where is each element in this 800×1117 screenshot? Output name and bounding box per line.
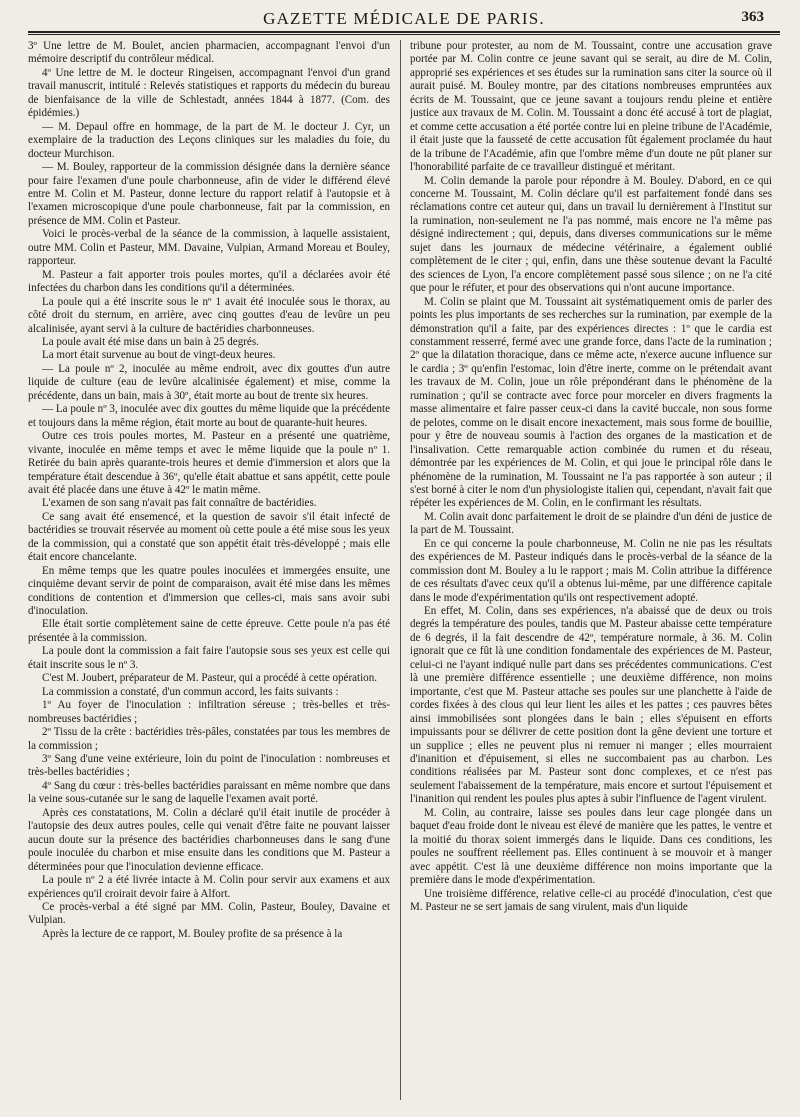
column-divider — [400, 40, 401, 1100]
paragraph: Ce procès-verbal a été signé par MM. Colin, Pasteur, Bouley, Davaine et Vulpian. — [28, 901, 390, 927]
paragraph: — M. Bouley, rapporteur de la commission désignée dans la dernière séance pour faire l'examen d'une poule charbonneuse, afin de vider le différend élevé entre M. Colin et M. Pasteur, donne lecture du rapport relatif à l'autopsie et à l'examen microscopique d'une poule charbonneuse, fait par la commission, en présence de MM. Colin et Pasteur. — [28, 161, 390, 227]
paragraph: M. Colin demande la parole pour répondre à M. Bouley. D'abord, en ce qui concerne M. Toussaint, M. Colin déclare qu'il est parfaitement fondé dans ses réclamations contre cet auteur qui, dans un travail lu dernièrement à l'Institut sur la rumination, non-seulement ne l'a pas nommé, mais encore ne l'a même pas désigné indirectement ; qui, depuis, dans diverses communications sur le même sujet dans les journaux de médecine vétérinaire, a également oublié complètement de le citer ; qui, enfin, dans une thèse soutenue devant la Faculté des sciences de Lyon, l'a encore complètement passé sous silence ; on ne l'a cité que pour le réfuter, et pour des observations qui n'ont aucune importance. — [410, 174, 772, 295]
paragraph: La commission a constaté, d'un commun accord, les faits suivants : — [42, 685, 339, 698]
paragraph: En effet, M. Colin, dans ses expériences, n'a abaissé que de deux ou trois degrés la température des poules, tandis que M. Pasteur abaisse cette température de 6 degrés, il la fait descendre de 42º, température normale, à 36. M. Colin ignorait que ce fût là une condition fondamentale des expériences de M. Pasteur, celui-ci ne l'ayant indiqué nulle part dans ses précédentes communications. C'est là une première différence essentielle ; une deuxième différence, non moins importante, c'est que M. Pasteur attache ses poules sur une planchette à l'aide de cordes fixées à des clous qui leur lient les ailes et les pattes ; ces pauvres bêtes ainsi immobilisées sont plongées dans le bain ; elles s'épuisent en efforts impuissants pour se délivrer de cette position dont la gêne devient une torture et un supplice ; elles ne peuvent plus ni remuer ni manger ; elles mourraient d'inanition et d'épuisement, si elles ne succombaient pas au charbon. Les conditions réalisées par M. Pasteur sont donc complexes, et ce n'est pas seulement l'abaissement de la température, mais encore et surtout l'épuisement et l'inanition qui rendent les poules plus aptes à subir l'influence de l'agent virulent. — [410, 605, 772, 806]
paragraph: La mort était survenue au bout de vingt-deux heures. — [42, 349, 276, 362]
paragraph: La poule nº 2 a été livrée intacte à M. Colin pour servir aux examens et aux expériences qu'il croirait devoir faire à Alfort. — [28, 874, 390, 900]
journal-title: GAZETTE MÉDICALE DE PARIS. — [263, 9, 545, 28]
paragraph: C'est M. Joubert, préparateur de M. Pasteur, qui a procédé à cette opération. — [42, 672, 377, 685]
paragraph: Une troisième différence, relative celle-ci au procédé d'inoculation, c'est que M. Pasteur ne se sert jamais de sang virulent, mais d'un liquide — [410, 887, 772, 913]
header-rule — [28, 31, 780, 35]
paragraph: — La poule nº 2, inoculée au même endroit, avec dix gouttes d'un autre liquide de culture (eau de levûre alcalinisée également) et mise, comme la précédente, dans un bain, mais à 30º, était morte au bout de trente six heures. — [28, 362, 390, 402]
running-header — [28, 6, 780, 32]
paragraph: En ce qui concerne la poule charbonneuse, M. Colin ne nie pas les résultats des expériences de M. Pasteur indiqués dans le procès-verbal de la séance de la commission dont M. Bouley a lu le rapport ; mais M. Colin attribue la différence de ces résultats d'avec ceux qu'il a obtenus lui-même, par une différence capitale dans le mode d'expérimentation qu'ils ont respectivement adopté. — [410, 537, 772, 604]
paragraph: 3º Sang d'une veine extérieure, loin du point de l'inoculation : nombreuses et très-belles bactéridies ; — [28, 753, 390, 779]
paragraph: M. Colin avait donc parfaitement le droit de se plaindre d'un déni de justice de la part de M. Toussaint. — [410, 510, 772, 537]
paragraph: M. Pasteur a fait apporter trois poules mortes, qu'il a déclarées avoir été infectées du charbon dans les conditions qu'il a déterminées. — [28, 268, 390, 295]
page-number: 363 — [741, 9, 764, 25]
paragraph: 2º Tissu de la crête : bactéridies très-pâles, constatées par tous les membres de la commission ; — [28, 726, 390, 752]
paragraph: Elle était sortie complètement saine de cette épreuve. Cette poule n'a pas été présentée à la commission. — [28, 618, 390, 644]
paragraph: Après la lecture de ce rapport, M. Bouley profite de sa présence à la — [42, 927, 343, 940]
paragraph: En même temps que les quatre poules inoculées et immergées ensuite, une cinquième devant servir de point de comparaison, avait été mise dans les mêmes conditions de contention et d'immersion que celles-ci, mais sans avoir subi d'inoculation. — [28, 564, 390, 618]
paragraph: La poule qui a été inscrite sous le nº 1 avait été inoculée sous le thorax, au côté droit du sternum, en arrière, avec cinq gouttes d'eau de levûre un peu alcalinisée, ayant servi à la culture de bactéridies charbonneuses. — [28, 295, 390, 335]
paragraph: 4º Sang du cœur : très-belles bactéridies paraissant en même nombre que dans la veine sous-cutanée sur le sang de laquelle l'examen avait porté. — [28, 779, 390, 806]
paragraph: 1º Au foyer de l'inoculation : infiltration séreuse ; très-belles et très-nombreuses bactéridies ; — [28, 699, 390, 725]
paragraph: — M. Depaul offre en hommage, de la part de M. le docteur J. Cyr, un exemplaire de la traduction des Leçons cliniques sur les maladies du foie, du docteur Murchison. — [28, 120, 390, 160]
paragraph: — La poule nº 3, inoculée avec dix gouttes du même liquide que la précédente et toujours dans la même région, était morte au bout de quarante-huit heures. — [28, 403, 390, 429]
paragraph: 3º Une lettre de M. Boulet, ancien pharmacien, accompagnant l'envoi d'un mémoire descriptif du contrôleur médical. — [28, 40, 390, 66]
paragraph: Ce sang avait été ensemencé, et la question de savoir s'il était infecté de bactéridies se trouvait réservée au moment où cette poule a été mise sous les yeux de la commission, qui a constaté que son appétit était très-développé ; mais elle était encore chancelante. — [28, 510, 390, 564]
paragraph: M. Colin, au contraire, laisse ses poules dans leur cage plongée dans un baquet d'eau froide dont le niveau est élevé de manière que les pattes, le ventre et la moitié du thorax soient immergés dans le liquide. Dans ces conditions, les poules ne souffrent réellement pas. Elles continuent à se mouvoir et à manger avec appétit. C'est là une deuxième différence non moins importante que la première dans le mode d'expérimentation. — [410, 806, 772, 887]
right-column — [410, 40, 772, 1110]
paragraph: L'examen de son sang n'avait pas fait connaître de bactéridies. — [42, 497, 317, 510]
paragraph: Voici le procès-verbal de la séance de la commission, à laquelle assistaient, outre MM. Colin et Pasteur, MM. Davaine, Vulpian, Armand Moreau et Bouley, rapporteur. — [28, 228, 390, 268]
paragraph: La poule avait été mise dans un bain à 25 degrés. — [42, 335, 259, 348]
paragraph: 4º Une lettre de M. le docteur Ringeisen, accompagnant l'envoi d'un grand travail manuscrit, intitulé : Relevés statistiques et rapports du médecin du bureau de bienfaisance de la ville de Schlestadt, années 1844 à 1877. (Com. des épidémies.) — [28, 66, 390, 120]
paragraph: La poule dont la commission a fait faire l'autopsie sous ses yeux est celle qui était inscrite sous le nº 3. — [28, 645, 390, 671]
paragraph: Outre ces trois poules mortes, M. Pasteur en a présenté une quatrième, vivante, inoculée en même temps et avec le même liquide que la poule nº 1. Retirée du bain après quarante-trois heures et demie d'immersion et alors que la température était descendue à 36º, qu'elle était abattue et sans appétit, cette poule avait été placée dans une étuve à 42º le matin même. — [28, 430, 390, 496]
paragraph: tribune pour protester, au nom de M. Toussaint, contre une accusation grave portée par M. Colin contre ce jeune savant qui se serait, au dire de M. Colin, approprié ses expériences et ses études sur la rumination sans citer la source où il aurait puisé. M. Bouley montre, par des citations nombreuses empruntées aux écrits de M. Toussaint, que ce jeune savant a toujours rendu pleine et entière justice aux travaux de M. Colin. M. Toussaint a donc été accusé à tort de plagiat, et comme cette accusation a été portée contre lui en pleine tribune de l'Académie, il était juste que la fausseté de cette accusation fût également proclamée du haut de la tribune de l'Académie, afin que l'ombre même d'un doute ne pût planer sur l'honorabilité parfaite de ce travailleur distingué et méritant. — [410, 40, 772, 174]
paragraph: Après ces constatations, M. Colin a déclaré qu'il était inutile de procéder à l'autopsie des deux autres poules, celle qui venait d'être faite ne pouvant laisser aucun doute sur la présence des bactéridies charbonneuses dans le sang d'une poule inoculée du charbon et mise ensuite dans les conditions que M. Pasteur a déterminées pour que l'inoculation devienne efficace. — [28, 806, 390, 873]
paragraph: M. Colin se plaint que M. Toussaint ait systématiquement omis de parler des points les plus importants de ses recherches sur la rumination, par exemple de la démonstration qu'il a faite, par des expériences directes : 1º que le cardia est constamment resserré, fermé avec une grande force, dans l'acte de la rumination ; 2º que la dilatation thoracique, dans ce même acte, n'exerce aucune influence sur le cardia ; 3º qu'enfin l'estomac, loin d'être inerte, comme on le prétendait avant les travaux de M. Colin, joue un rôle prépondérant dans le phénomène de la rumination ; qu'il se contracte avec force pour morceler en divers fragments la masse alimentaire et faire passer ceux-ci dans la cavité buccale, non sous forme de pelotes, comme on le disait encore inexactement, mais sous forme de bouillie, pour y être de nouveau soumis à l'action des organes de la mastication et de l'insalivation. Cette remarquable action combinée du rumen et du réseau, démontrée par les expériences de M. Colin, et qui joue le principal rôle dans le phénomène de la rumination, M. Toussaint ne l'a pas rapportée à son auteur ; il s'est borné à citer le nom d'un physiologiste italien qui, cependant, n'avait fait que répéter les expériences de M. Colin, en le confirmant les résultats. — [410, 295, 772, 510]
left-column — [28, 40, 390, 1110]
